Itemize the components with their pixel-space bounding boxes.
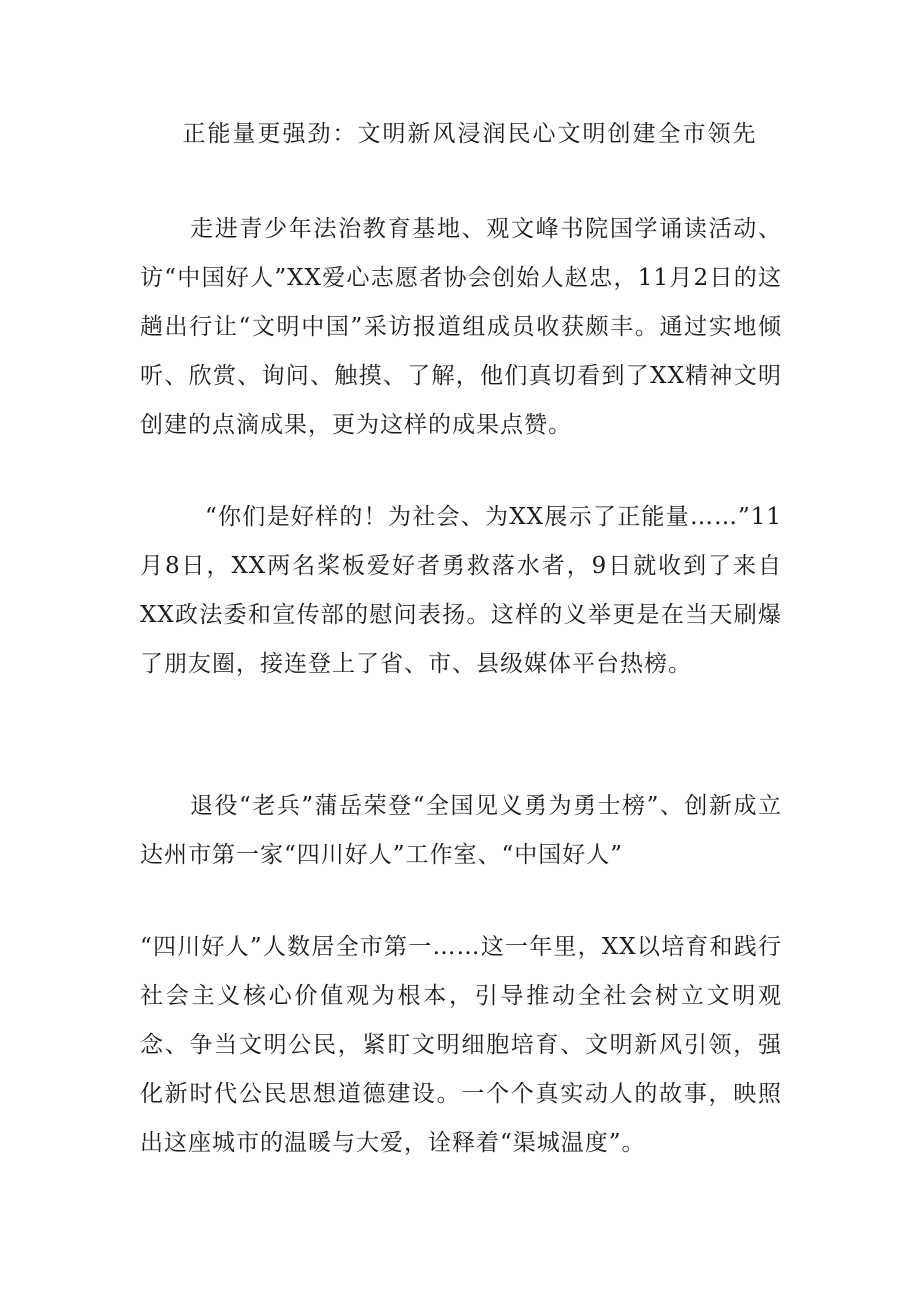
paragraph-4: “四川好人”人数居全市第一……这一年里，XX以培育和践行社会主义核心价值观为根本，引导推动全社会树立文明观念、争当文明公民，紧盯文明细胞培育、文明新风引领，强化新时代公民思想道德建设。一个个真实动人的故事，映照出这座城市的温暖与大爱，诠释着“渠城温度”。 — [140, 934, 782, 1156]
paragraph-1: 走进青少年法治教育基地、观文峰书院国学诵读活动、访“中国好人”XX爱心志愿者协会创始人赵忠，11月2日的这趟出行让“文明中国”采访报道组成员收获颇丰。通过实地倾听、欣赏、询问、触摸、了解，他们真切看到了XX精神文明创建的点滴成果，更为这样的成果点赞。 — [140, 216, 782, 438]
document-title: 正能量更强劲：文明新风浸润民心文明创建全市领先 — [182, 121, 758, 147]
paragraph-2: “你们是好样的！为社会、为XX展示了正能量……”11月8日，XX两名桨板爱好者勇救落水者，9日就收到了来自XX政法委和宣传部的慰问表扬。这样的义举更是在当天刷爆了朋友圈，接连登上了省、市、县级媒体平台热榜。 — [140, 504, 782, 677]
paragraph-3: 退役“老兵”蒲岳荣登“全国见义勇为勇士榜”、创新成立达州市第一家“四川好人”工作室、“中国好人” — [140, 793, 782, 868]
